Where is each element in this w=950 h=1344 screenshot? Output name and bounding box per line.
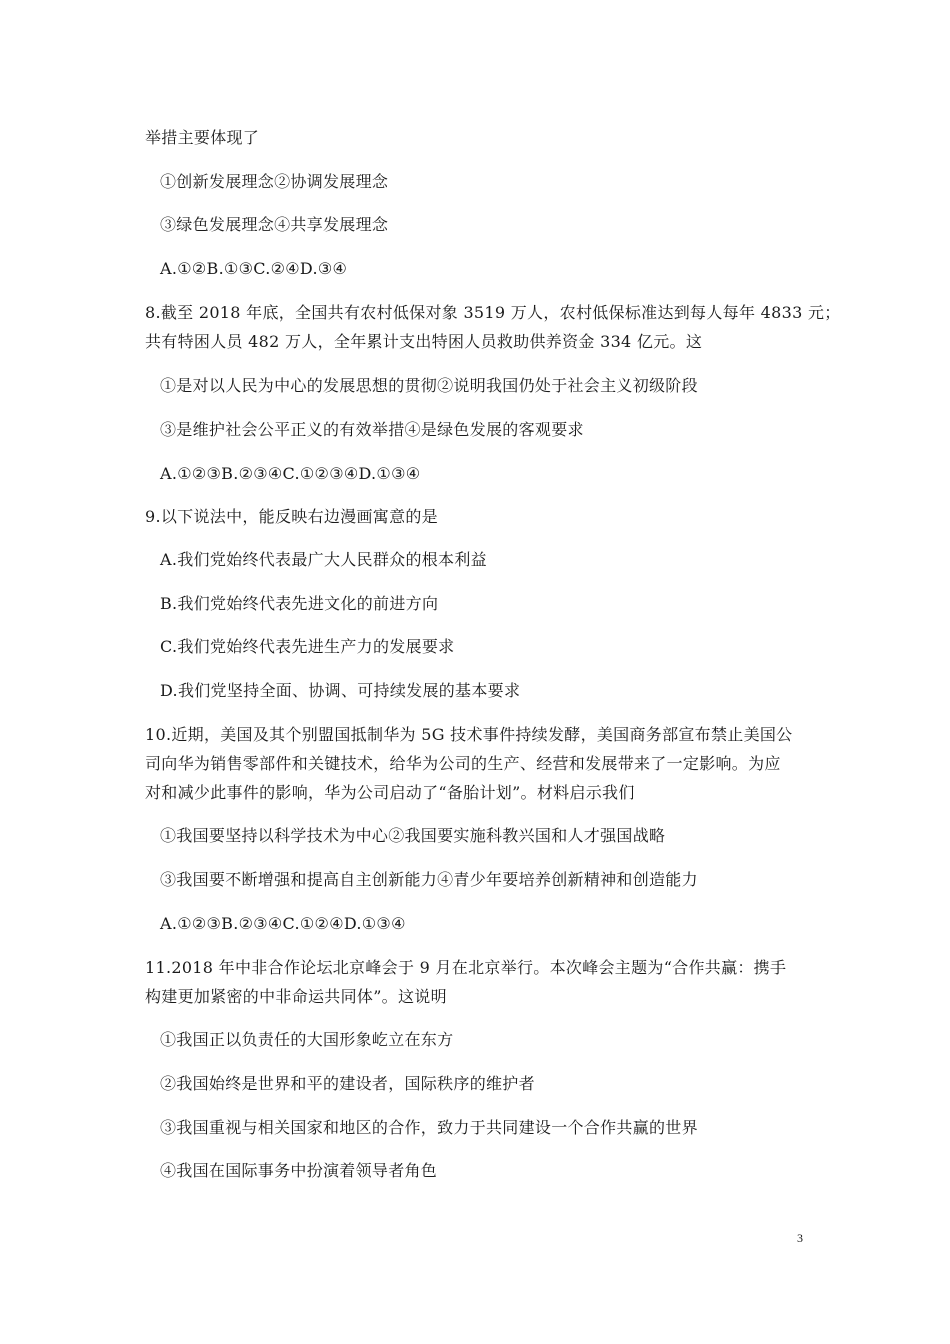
page-number: 3 bbox=[797, 1231, 803, 1245]
q11-option-line: ③我国重视与相关国家和地区的合作，致力于共同建设一个合作共赢的世界 bbox=[160, 1118, 698, 1137]
q9-option-c: C.我们党始终代表先进生产力的发展要求 bbox=[160, 637, 455, 656]
q11-option-line: ④我国在国际事务中扮演着领导者角色 bbox=[160, 1161, 438, 1180]
q9-option-a: A.我们党始终代表最广大人民群众的根本利益 bbox=[160, 550, 487, 569]
q10-option-line: ①我国要坚持以科学技术为中心②我国要实施科教兴国和人才强国战略 bbox=[160, 826, 666, 845]
q11-option-line: ②我国始终是世界和平的建设者，国际秩序的维护者 bbox=[160, 1074, 535, 1093]
q7-choices: A.①②B.①③C.②④D.③④ bbox=[160, 259, 348, 278]
q8-option-line: ①是对以人民为中心的发展思想的贯彻②说明我国仍处于社会主义初级阶段 bbox=[160, 376, 698, 395]
q10-option-line: ③我国要不断增强和提高自主创新能力④青少年要培养创新精神和创造能力 bbox=[160, 870, 698, 889]
q8-choices: A.①②③B.②③④C.①②③④D.①③④ bbox=[160, 464, 421, 483]
q9-option-b: B.我们党始终代表先进文化的前进方向 bbox=[160, 594, 439, 613]
q7-stem-continuation: 举措主要体现了 bbox=[145, 128, 260, 147]
q11-option-line: ①我国正以负责任的大国形象屹立在东方 bbox=[160, 1030, 454, 1049]
q10-stem-line: 对和减少此事件的影响，华为公司启动了“备胎计划”。材料启示我们 bbox=[145, 783, 635, 802]
q11-stem-line: 构建更加紧密的中非命运共同体”。这说明 bbox=[145, 987, 447, 1006]
q8-stem-line: 8.截至 2018 年底，全国共有农村低保对象 3519 万人，农村低保标准达到每人每年 4833 元； bbox=[145, 303, 841, 322]
q11-stem-line: 11.2018 年中非合作论坛北京峰会于 9 月在北京举行。本次峰会主题为“合作共赢：携手 bbox=[145, 958, 787, 977]
q10-stem-line: 司向华为销售零部件和关键技术，给华为公司的生产、经营和发展带来了一定影响。为应 bbox=[145, 754, 781, 773]
q7-option-line: ③绿色发展理念④共享发展理念 bbox=[160, 215, 389, 234]
q8-stem-line: 共有特困人员 482 万人，全年累计支出特困人员救助供养资金 334 亿元。这 bbox=[145, 332, 703, 351]
q10-stem-line: 10.近期，美国及其个别盟国抵制华为 5G 技术事件持续发酵，美国商务部宣布禁止美国公 bbox=[145, 725, 793, 744]
q7-option-line: ①创新发展理念②协调发展理念 bbox=[160, 172, 389, 191]
q9-option-d: D.我们党坚持全面、协调、可持续发展的基本要求 bbox=[160, 681, 521, 700]
q10-choices: A.①②③B.②③④C.①②④D.①③④ bbox=[160, 914, 406, 933]
q8-option-line: ③是维护社会公平正义的有效举措④是绿色发展的客观要求 bbox=[160, 420, 584, 439]
q9-stem: 9.以下说法中，能反映右边漫画寓意的是 bbox=[145, 507, 438, 526]
